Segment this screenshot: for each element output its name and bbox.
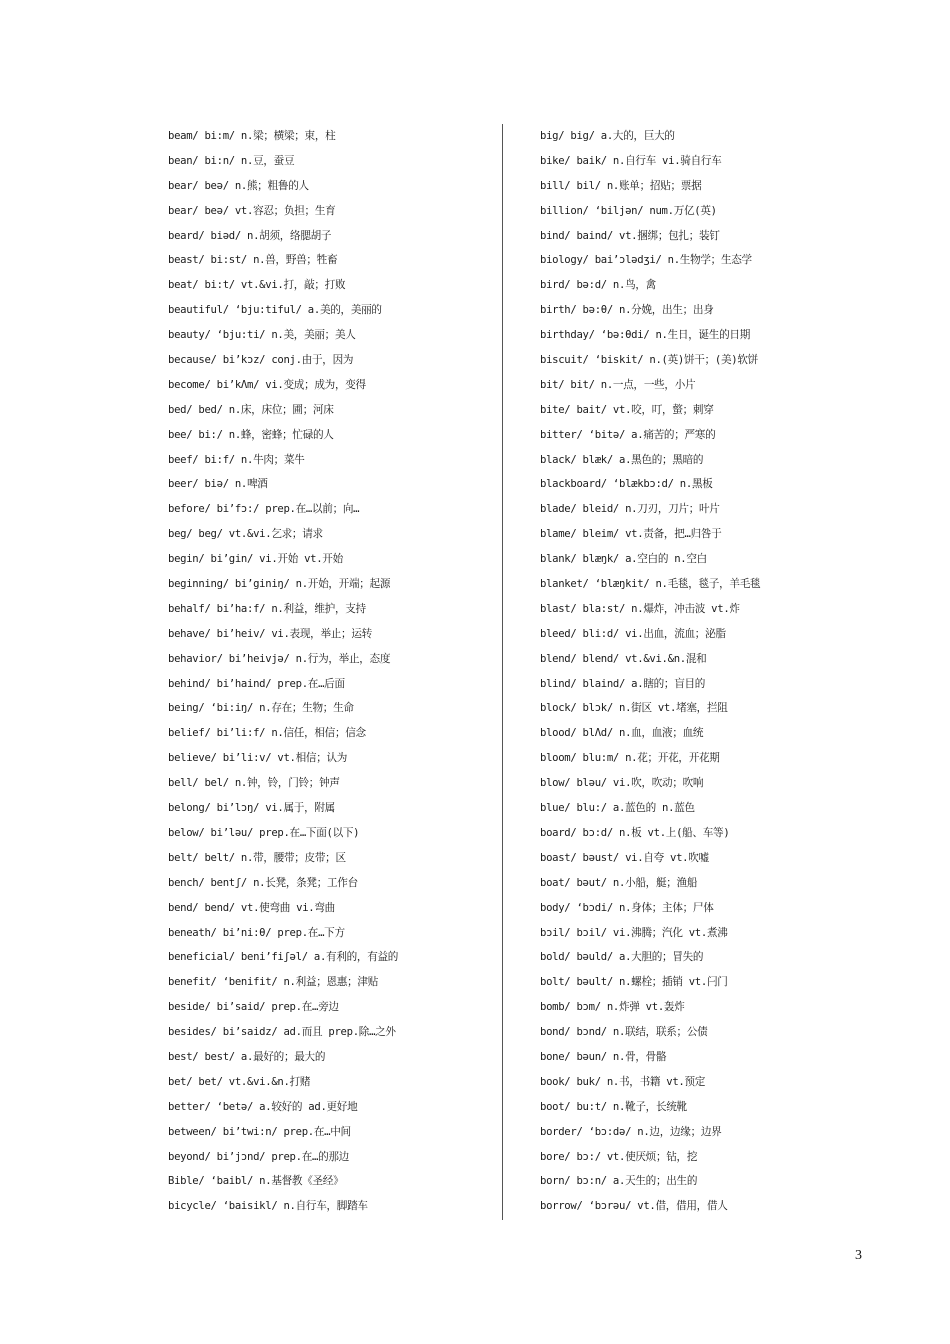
- vocab-entry: behind/ bi’haind/ prep.在…后面: [168, 677, 345, 690]
- vocab-entry: bee/ bi:/ n.蜂，密蜂；忙碌的人: [168, 428, 334, 441]
- vocab-entry: birthday/ ‘bə:θdi/ n.生日，诞生的日期: [540, 329, 750, 342]
- vocab-entry: better/ ‘betə/ a.较好的 ad.更好地: [168, 1100, 358, 1113]
- vocab-entry: blank/ blæŋk/ a.空白的 n.空白: [540, 553, 707, 566]
- vocab-entry: blind/ blaind/ a.瞎的；盲目的: [540, 677, 706, 690]
- vocab-entry: bird/ bə:d/ n.鸟，禽: [540, 279, 656, 292]
- vocab-entry: black/ blæk/ a.黑色的；黑暗的: [540, 453, 704, 466]
- vocab-entry: boat/ bəut/ n.小船，艇；渔船: [540, 876, 698, 889]
- vocab-entry: blanket/ ‘blæŋkit/ n.毛毯，毯子，羊毛毯: [540, 578, 761, 591]
- vocab-entry: bear/ beə/ vt.容忍；负担；生育: [168, 204, 336, 217]
- vocab-entry: begin/ bi’gin/ vi.开始 vt.开始: [168, 553, 343, 566]
- vocab-entry: bike/ baik/ n.自行车 vi.骑自行车: [540, 154, 722, 167]
- vocab-entry: block/ blɔk/ n.街区 vt.堵塞，拦阻: [540, 702, 728, 715]
- column-divider: [502, 124, 503, 1220]
- vocab-entry: bet/ bet/ vt.&vi.&n.打赌: [168, 1075, 311, 1088]
- vocab-entry: body/ ‘bɔdi/ n.身体；主体；尸体: [540, 901, 714, 914]
- vocab-entry: bicycle/ ‘baisikl/ n.自行车，脚踏车: [168, 1200, 368, 1213]
- vocab-entry: Bible/ ‘baibl/ n.基督教《圣经》: [168, 1175, 344, 1188]
- vocab-entry: become/ bi’kΛm/ vi.变成；成为，变得: [168, 378, 366, 391]
- vocab-entry: bean/ bi:n/ n.豆，蚕豆: [168, 154, 295, 167]
- vocab-entry: below/ bi’ləu/ prep.在…下面(以下): [168, 826, 360, 839]
- vocab-entry: believe/ bi’li:v/ vt.相信；认为: [168, 752, 348, 765]
- vocab-entry: biology/ bai’ɔlədʒi/ n.生物学；生态学: [540, 254, 752, 267]
- vocab-entry: beneficial/ beni’fiʃəl/ a.有利的，有益的: [168, 951, 399, 964]
- vocab-entry: beard/ biəd/ n.胡须，络腮胡子: [168, 229, 332, 242]
- vocab-entry: beside/ bi’said/ prep.在…旁边: [168, 1001, 339, 1014]
- vocab-entry: bitter/ ‘bitə/ a.痛苦的；严寒的: [540, 428, 716, 441]
- vocab-entry: bell/ bel/ n.钟，铃，门铃；钟声: [168, 777, 340, 790]
- vocab-entry: bold/ bəuld/ a.大胆的；冒失的: [540, 951, 704, 964]
- vocab-entry: boot/ bu:t/ n.靴子，长统靴: [540, 1100, 687, 1113]
- vocab-entry: bone/ bəun/ n.骨，骨骼: [540, 1050, 667, 1063]
- vocab-entry: belong/ bi’lɔŋ/ vi.属于，附属: [168, 802, 335, 815]
- vocab-entry: bench/ bentʃ/ n.长凳，条凳；工作台: [168, 876, 358, 889]
- vocab-entry: because/ bi’kɔz/ conj.由于，因为: [168, 354, 354, 367]
- vocab-entry: blame/ bleim/ vt.责备，把…归咎于: [540, 528, 722, 541]
- vocab-entry: blend/ blend/ vt.&vi.&n.混和: [540, 652, 707, 665]
- vocab-entry: blow/ bləu/ vi.吹，吹动；吹响: [540, 777, 704, 790]
- vocab-entry: beast/ bi:st/ n.兽，野兽；牲畜: [168, 254, 338, 267]
- vocab-entry: beauty/ ‘bju:ti/ n.美，美丽；美人: [168, 329, 356, 342]
- left-column: [168, 124, 490, 1219]
- vocab-entry: belief/ bi’li:f/ n.信任，相信；信念: [168, 727, 366, 740]
- vocab-entry: born/ bɔ:n/ a.天生的；出生的: [540, 1175, 698, 1188]
- vocab-entry: boast/ bəust/ vi.自夸 vt.吹嘘: [540, 851, 709, 864]
- vocab-entry: blood/ blΛd/ n.血，血液；血统: [540, 727, 704, 740]
- vocab-entry: between/ bi’twi:n/ prep.在…中间: [168, 1125, 351, 1138]
- vocab-entry: bɔil/ bɔil/ vi.沸腾；汽化 vt.煮沸: [540, 926, 728, 939]
- vocab-entry: bore/ bɔ:/ vt.使厌烦；钻，挖: [540, 1150, 698, 1163]
- vocab-entry: book/ buk/ n.书，书籍 vt.预定: [540, 1075, 706, 1088]
- vocab-entry: blackboard/ ‘blækbɔ:d/ n.黑板: [540, 478, 713, 491]
- vocab-entry: beyond/ bi’jɔnd/ prep.在…的那边: [168, 1150, 349, 1163]
- vocab-entry: bit/ bit/ n.一点，一些，小片: [540, 378, 696, 391]
- vocab-entry: bleed/ bli:d/ vi.出血，流血；泌脂: [540, 627, 726, 640]
- vocab-entry: blade/ bleid/ n.刀刃，刀片；叶片: [540, 503, 720, 516]
- vocab-entry: before/ bi’fɔ:/ prep.在…以前；向…: [168, 503, 360, 516]
- right-column: [540, 124, 880, 1219]
- vocab-entry: beef/ bi:f/ n.牛肉；菜牛: [168, 453, 305, 466]
- vocab-entry: belt/ belt/ n.带，腰带；皮带；区: [168, 851, 346, 864]
- vocab-entry: bloom/ blu:m/ n.花；开花，开花期: [540, 752, 720, 765]
- vocab-entry: blue/ blu:/ a.蓝色的 n.蓝色: [540, 802, 695, 815]
- vocab-entry: beer/ biə/ n.啤酒: [168, 478, 268, 491]
- vocab-entry: behavior/ bi’heivjə/ n.行为，举止，态度: [168, 652, 391, 665]
- vocab-entry: beautiful/ ‘bju:tiful/ a.美的，美丽的: [168, 304, 382, 317]
- vocab-entry: behalf/ bi’ha:f/ n.利益，维护，支持: [168, 602, 366, 615]
- vocab-entry: board/ bɔ:d/ n.板 vt.上(船、车等): [540, 826, 730, 839]
- vocab-entry: bind/ baind/ vt.捆绑；包扎；装钉: [540, 229, 720, 242]
- vocab-entry: bond/ bɔnd/ n.联结，联系；公债: [540, 1026, 708, 1039]
- vocab-entry: bend/ bend/ vt.使弯曲 vi.弯曲: [168, 901, 335, 914]
- vocab-entry: beneath/ bi’ni:θ/ prep.在…下方: [168, 926, 345, 939]
- vocab-entry: besides/ bi’saidz/ ad.而且 prep.除…之外: [168, 1026, 396, 1039]
- vocab-entry: blast/ bla:st/ n.爆炸，冲击波 vt.炸: [540, 602, 740, 615]
- vocab-entry: beginning/ bi’giniŋ/ n.开始，开端；起源: [168, 578, 391, 591]
- vocab-entry: benefit/ ‘benifit/ n.利益；恩惠；津贴: [168, 976, 378, 989]
- vocab-entry: borrow/ ‘bɔrəu/ vt.借，借用，借人: [540, 1200, 728, 1213]
- vocab-entry: bite/ bait/ vt.咬，叮，螫；刺穿: [540, 403, 714, 416]
- vocab-entry: bomb/ bɔm/ n.炸弹 vt.轰炸: [540, 1001, 685, 1014]
- vocab-entry: biscuit/ ‘biskit/ n.(英)饼干；(美)软饼: [540, 354, 758, 367]
- vocab-entry: big/ big/ a.大的，巨大的: [540, 130, 675, 142]
- vocab-entry: best/ best/ a.最好的；最大的: [168, 1050, 326, 1063]
- vocab-entry: beam/ bi:m/ n.梁；横梁；束，柱: [168, 130, 336, 142]
- vocab-entry: birth/ bə:θ/ n.分娩，出生；出身: [540, 304, 714, 317]
- vocab-entry: billion/ ‘biljən/ num.万亿(英): [540, 204, 717, 217]
- vocab-entry: bill/ bil/ n.账单；招贴；票据: [540, 179, 702, 192]
- vocab-entry: beat/ bi:t/ vt.&vi.打，敲；打败: [168, 279, 346, 292]
- page-number: 3: [855, 1248, 862, 1263]
- vocab-entry: beg/ beg/ vt.&vi.乞求；请求: [168, 528, 323, 541]
- vocab-entry: border/ ‘bɔ:də/ n.边，边缘；边界: [540, 1125, 722, 1138]
- vocab-entry: behave/ bi’heiv/ vi.表现，举止；运转: [168, 627, 372, 640]
- vocab-entry: bed/ bed/ n.床，床位；圃；河床: [168, 403, 334, 416]
- vocab-entry: bolt/ bəult/ n.螺栓；插销 vt.闩门: [540, 976, 728, 989]
- vocab-entry: bear/ beə/ n.熊；粗鲁的人: [168, 179, 309, 192]
- vocab-entry: being/ ‘bi:iŋ/ n.存在；生物；生命: [168, 702, 354, 715]
